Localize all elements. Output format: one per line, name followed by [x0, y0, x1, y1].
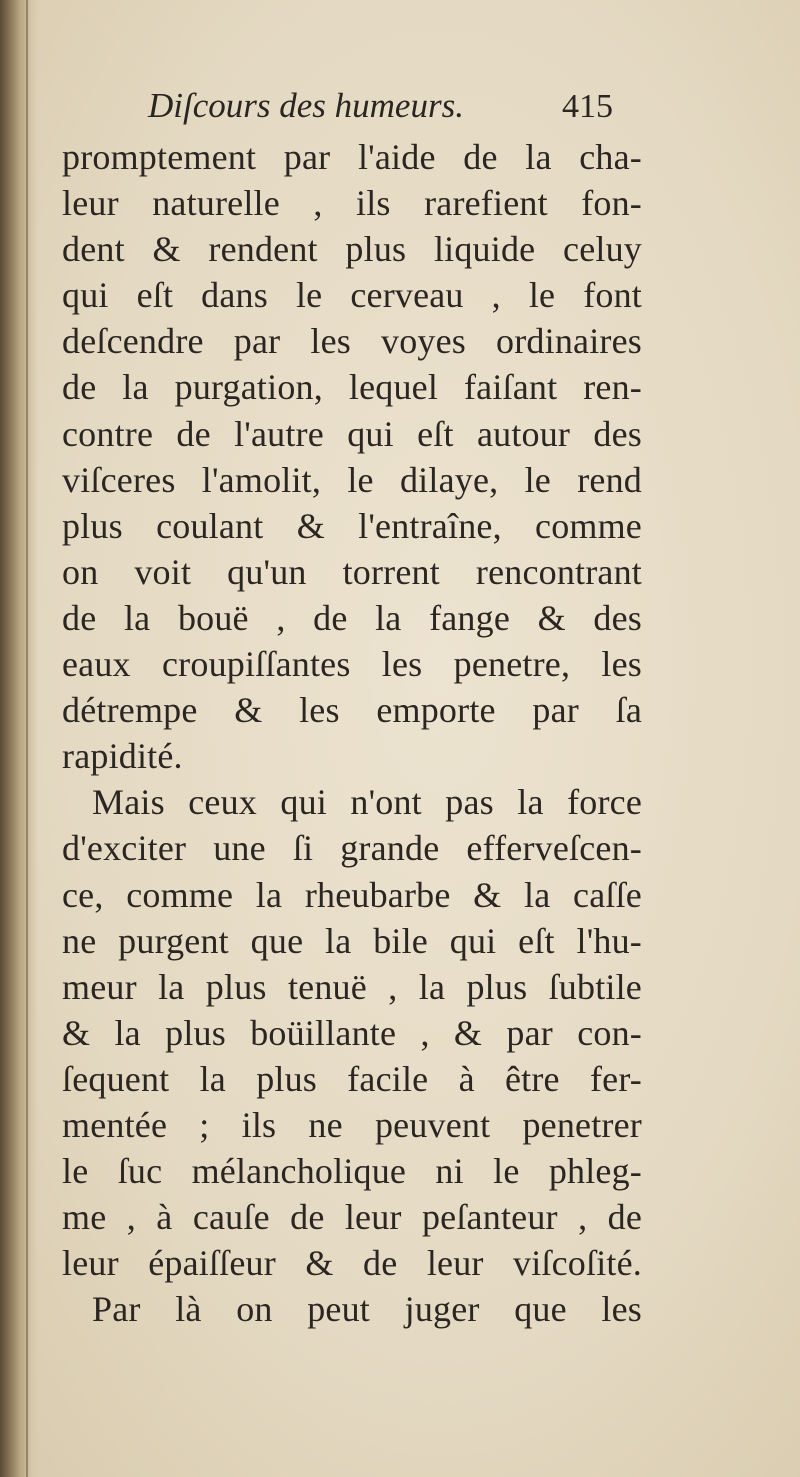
- text-line: détrempe & les emporte par ſa: [62, 690, 642, 731]
- text-line: meur la plus tenuë , la plus ſubtile: [62, 966, 642, 1007]
- text-line: deſcendre par les voyes ordinaires: [62, 321, 642, 362]
- page-number: 415: [562, 88, 613, 125]
- binding-edge-line: [26, 0, 28, 1477]
- text-line: plus coulant & l'entraîne, comme: [62, 505, 642, 546]
- text-line: leur épaiſſeur & de leur viſcoſité.: [62, 1243, 642, 1284]
- text-line: eaux croupiſſantes les penetre, les: [62, 644, 642, 685]
- running-title: Diſcours des humeurs.: [148, 86, 464, 125]
- text-line: Mais ceux qui n'ont pas la force: [92, 782, 642, 823]
- page-header: [0, 86, 800, 136]
- text-line: rapidité.: [62, 736, 183, 777]
- body-text: [62, 134, 642, 1332]
- text-line: & la plus boüillante , & par con-: [62, 1012, 642, 1053]
- text-line: ne purgent que la bile qui eſt l'hu-: [62, 920, 642, 961]
- text-line: ſequent la plus facile à être fer-: [62, 1058, 642, 1099]
- text-line: d'exciter une ſi grande efferveſcen-: [62, 828, 642, 869]
- text-line: qui eſt dans le cerveau , le font: [62, 275, 642, 316]
- text-line: me , à cauſe de leur peſanteur , de: [62, 1197, 642, 1238]
- text-line: le ſuc mélancholique ni le phleg-: [62, 1151, 642, 1192]
- book-binding-shadow: [0, 0, 38, 1477]
- text-line: contre de l'autre qui eſt autour des: [62, 413, 642, 454]
- text-line: on voit qu'un torrent rencontrant: [62, 551, 642, 592]
- text-line: viſceres l'amolit, le dilaye, le rend: [62, 459, 642, 500]
- text-line: Par là on peut juger que les: [92, 1289, 642, 1330]
- text-line: leur naturelle , ils rarefient fon-: [62, 183, 642, 224]
- text-line: de la bouë , de la fange & des: [62, 597, 642, 638]
- text-line: mentée ; ils ne peuvent penetrer: [62, 1104, 642, 1145]
- text-line: promptement par l'aide de la cha-: [62, 137, 642, 177]
- text-line: de la purgation, lequel faiſant ren-: [62, 367, 642, 408]
- text-line: dent & rendent plus liquide celuy: [62, 229, 642, 270]
- text-line: ce, comme la rheubarbe & la caſſe: [62, 874, 642, 915]
